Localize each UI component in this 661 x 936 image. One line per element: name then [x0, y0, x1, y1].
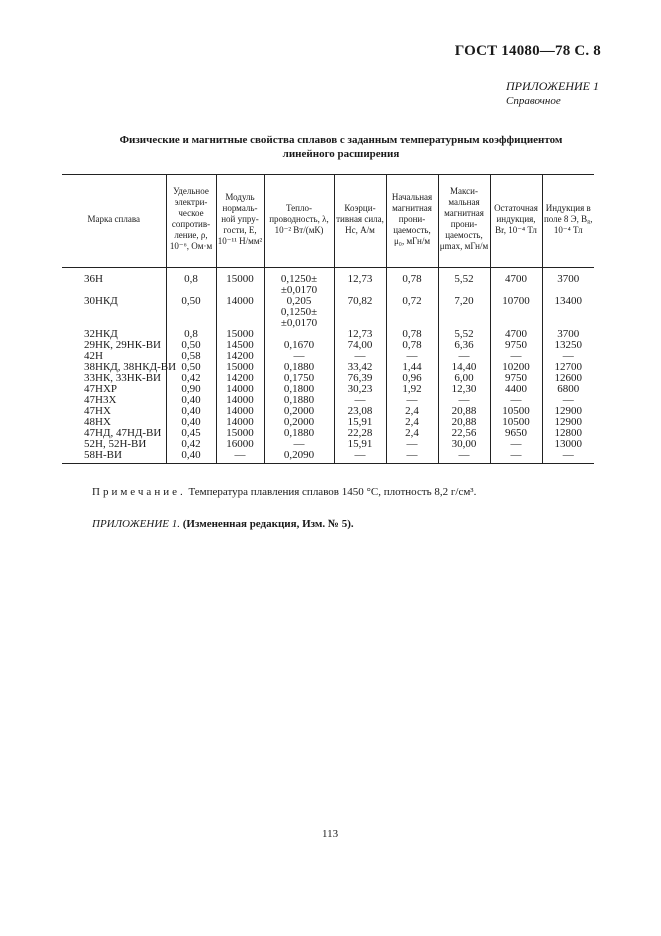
value-cell: 23,08 [334, 406, 386, 417]
value-cell: 0,205 [264, 296, 334, 307]
value-cell: 22,56 [438, 428, 490, 439]
value-cell: — [264, 351, 334, 362]
value-cell: 0,78 [386, 340, 438, 351]
value-cell: 0,2000 [264, 406, 334, 417]
value-cell: 2,4 [386, 406, 438, 417]
value-cell: 7,20 [438, 296, 490, 307]
alloy-grade-cell: 47Н3Х [84, 394, 117, 406]
value-cell: 10200 [490, 362, 542, 373]
value-cell [166, 307, 216, 329]
value-cell: — [386, 450, 438, 464]
column-header: Удельное электри- ческое сопротив- ление, ρ, 10⁻⁶, Ом·м [166, 175, 216, 268]
value-cell: — [334, 395, 386, 406]
value-cell: — [216, 450, 264, 464]
value-cell: 0,1880 [264, 428, 334, 439]
value-cell: 76,39 [334, 373, 386, 384]
value-cell: 0,42 [166, 439, 216, 450]
value-cell: 0,50 [166, 296, 216, 307]
table-row [62, 296, 594, 307]
value-cell: 6,00 [438, 373, 490, 384]
value-cell: 15000 [216, 329, 264, 340]
value-cell: — [386, 395, 438, 406]
value-cell: — [542, 450, 594, 464]
table-body [62, 268, 594, 464]
value-cell: 1,44 [386, 362, 438, 373]
value-cell [490, 307, 542, 329]
value-cell: 12,73 [334, 268, 386, 297]
value-cell: 12600 [542, 373, 594, 384]
value-cell: 0,1750 [264, 373, 334, 384]
alloy-grade-cell: 48НХ [84, 416, 111, 428]
value-cell: 12800 [542, 428, 594, 439]
value-cell: 10500 [490, 417, 542, 428]
value-cell: 12,73 [334, 329, 386, 340]
value-cell: 0,1880 [264, 362, 334, 373]
value-cell: 6800 [542, 384, 594, 395]
value-cell: 15,91 [334, 439, 386, 450]
value-cell: 0,78 [386, 268, 438, 297]
value-cell: — [386, 439, 438, 450]
value-cell: 10500 [490, 406, 542, 417]
amendment-text: (Измененная редакция, Изм. № 5). [179, 518, 354, 530]
value-cell: 12700 [542, 362, 594, 373]
value-cell: 0,40 [166, 417, 216, 428]
value-cell: 1,92 [386, 384, 438, 395]
value-cell: 0,1250± ±0,0170 [264, 307, 334, 329]
value-cell [334, 307, 386, 329]
appendix-type: Справочное [506, 95, 561, 107]
value-cell: 20,88 [438, 417, 490, 428]
value-cell: — [438, 351, 490, 362]
value-cell: 70,82 [334, 296, 386, 307]
amendment-prefix: ПРИЛОЖЕНИЕ 1. [92, 518, 180, 530]
alloy-grade-cell: 29НК, 29НК-ВИ [84, 339, 162, 351]
value-cell: 0,42 [166, 373, 216, 384]
value-cell: — [438, 450, 490, 464]
table-header-row [62, 175, 594, 268]
value-cell: 0,40 [166, 395, 216, 406]
column-header: Марка сплава [62, 175, 166, 268]
value-cell: 0,1250± ±0,0170 [264, 268, 334, 297]
value-cell: 4400 [490, 384, 542, 395]
value-cell: 30,00 [438, 439, 490, 450]
value-cell: — [334, 450, 386, 464]
value-cell: 13000 [542, 439, 594, 450]
column-header: Модуль нормаль- ной упру- гости, E, 10⁻¹¹ Н/мм² [216, 175, 264, 268]
value-cell: 0,96 [386, 373, 438, 384]
value-cell: 14000 [216, 395, 264, 406]
value-cell: 0,8 [166, 268, 216, 297]
value-cell: 13250 [542, 340, 594, 351]
table-row [62, 307, 594, 329]
value-cell: 15000 [216, 362, 264, 373]
value-cell: — [334, 351, 386, 362]
value-cell: 0,1800 [264, 384, 334, 395]
value-cell: 15000 [216, 428, 264, 439]
value-cell: 16000 [216, 439, 264, 450]
alloy-grade-cell: 47НХ [84, 405, 111, 417]
value-cell: 9750 [490, 373, 542, 384]
value-cell: 33,42 [334, 362, 386, 373]
value-cell [216, 307, 264, 329]
value-cell: 14000 [216, 406, 264, 417]
page-number: 113 [322, 828, 339, 840]
value-cell: 5,52 [438, 268, 490, 297]
value-cell: — [542, 395, 594, 406]
note [92, 486, 476, 498]
value-cell: 14000 [216, 417, 264, 428]
value-cell [386, 307, 438, 329]
value-cell: 4700 [490, 268, 542, 297]
value-cell: 0,8 [166, 329, 216, 340]
value-cell: 12900 [542, 406, 594, 417]
alloy-grade-cell: 33НК, 33НК-ВИ [84, 372, 162, 384]
alloy-grade-cell [62, 307, 166, 329]
column-header: Начальная магнитная прони- цаемость, μ₀, мГн/м [386, 175, 438, 268]
alloy-grade-cell: 36Н [84, 273, 103, 285]
value-cell: 2,4 [386, 417, 438, 428]
value-cell: 14000 [216, 384, 264, 395]
value-cell: 0,50 [166, 340, 216, 351]
alloy-grade-cell: 58Н-ВИ [62, 450, 166, 464]
value-cell: 0,90 [166, 384, 216, 395]
value-cell: 15,91 [334, 417, 386, 428]
alloy-grade-cell: 32НКД [84, 328, 118, 340]
column-header: Индукция в поле 8 Э, B₈, 10⁻⁴ Тл [542, 175, 594, 268]
column-header: Остаточная индукция, Br, 10⁻⁴ Тл [490, 175, 542, 268]
value-cell: 14000 [216, 296, 264, 307]
alloy-grade-cell: 47НХР [84, 383, 118, 395]
value-cell: 14,40 [438, 362, 490, 373]
value-cell: 0,40 [166, 406, 216, 417]
value-cell: — [386, 351, 438, 362]
column-header: Тепло- проводность, λ, 10⁻² Вт/(мК) [264, 175, 334, 268]
value-cell: 10700 [490, 296, 542, 307]
value-cell: 0,2000 [264, 417, 334, 428]
value-cell: — [490, 395, 542, 406]
value-cell: 3700 [542, 268, 594, 297]
value-cell: 0,78 [386, 329, 438, 340]
table-row [62, 450, 594, 464]
value-cell: 30,23 [334, 384, 386, 395]
value-cell: 2,4 [386, 428, 438, 439]
table-title [90, 133, 592, 161]
value-cell [542, 307, 594, 329]
value-cell: 14500 [216, 340, 264, 351]
value-cell: 9750 [490, 340, 542, 351]
value-cell: 0,40 [166, 450, 216, 464]
value-cell: 0,58 [166, 351, 216, 362]
value-cell: — [490, 439, 542, 450]
value-cell: 22,28 [334, 428, 386, 439]
table-title-line-1: Физические и магнитные свойства сплавов с заданным температурным коэффициентом [119, 134, 563, 146]
value-cell: 12,30 [438, 384, 490, 395]
alloy-grade-cell: 52Н, 52Н-ВИ [84, 438, 147, 450]
value-cell: 14200 [216, 351, 264, 362]
value-cell: 13400 [542, 296, 594, 307]
value-cell: — [542, 351, 594, 362]
value-cell: 0,2090 [264, 450, 334, 464]
value-cell: 5,52 [438, 329, 490, 340]
value-cell: — [490, 450, 542, 464]
value-cell: — [490, 351, 542, 362]
value-cell: 0,1880 [264, 395, 334, 406]
table-row [62, 268, 594, 297]
amendment-note [92, 518, 354, 530]
properties-table-container [62, 174, 594, 464]
alloy-grade-cell: 42Н [84, 350, 103, 362]
value-cell: 74,00 [334, 340, 386, 351]
value-cell: 0,45 [166, 428, 216, 439]
value-cell: — [438, 395, 490, 406]
value-cell: 6,36 [438, 340, 490, 351]
column-header: Коэрци- тивная сила, Нс, А/м [334, 175, 386, 268]
table-title-line-2: линейного расширения [282, 148, 400, 160]
alloy-grade-cell: 47НД, 47НД-ВИ [84, 427, 162, 439]
note-text: Температура плавления сплавов 1450 °С, плотность 8,2 г/см³. [185, 486, 477, 498]
value-cell: 3700 [542, 329, 594, 340]
document-reference: ГОСТ 14080—78 С. 8 [454, 43, 601, 59]
alloy-grade-cell: 30НКД [84, 295, 118, 307]
value-cell: 0,1670 [264, 340, 334, 351]
column-header: Макси- мальная магнитная прони- цаемость, μmax, мГн/м [438, 175, 490, 268]
value-cell: 4700 [490, 329, 542, 340]
note-label: Примечание. [92, 486, 186, 498]
value-cell: 12900 [542, 417, 594, 428]
value-cell: — [264, 439, 334, 450]
appendix-title: ПРИЛОЖЕНИЕ 1 [506, 79, 599, 93]
alloy-grade-cell: 38НКД, 38НКД-ВИ [84, 361, 177, 373]
value-cell: 20,88 [438, 406, 490, 417]
value-cell: 14200 [216, 373, 264, 384]
value-cell: 15000 [216, 268, 264, 297]
properties-table [62, 174, 594, 464]
value-cell: 0,50 [166, 362, 216, 373]
value-cell [438, 307, 490, 329]
value-cell: 0,72 [386, 296, 438, 307]
value-cell: 9650 [490, 428, 542, 439]
